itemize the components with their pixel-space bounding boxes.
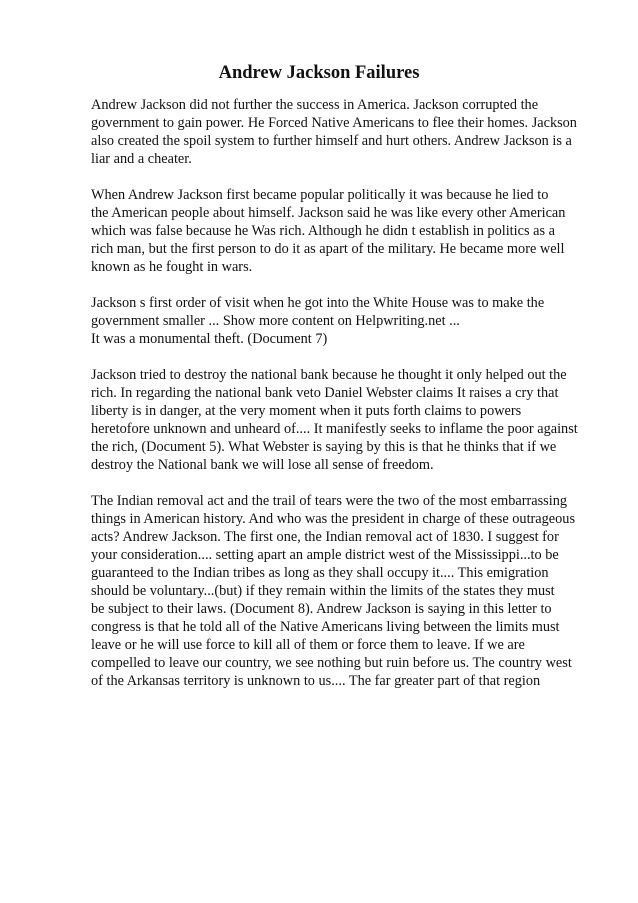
text-line: congress is that he told all of the Native Americans living between the limits must (91, 619, 560, 635)
text-line: liar and a cheater. (91, 151, 192, 167)
text-line: be subject to their laws. (Document 8). Andrew Jackson is saying in this letter to (91, 601, 552, 617)
text-line: It was a monumental theft. (Document 7) (91, 331, 328, 347)
text-line: known as he fought in wars. (91, 259, 253, 275)
text-line: guaranteed to the Indian tribes as long as they shall occupy it.... This emigration (91, 565, 549, 581)
text-line: liberty is in danger, at the very moment when it puts forth claims to powers (91, 403, 522, 419)
text-line: should be voluntary...(but) if they remain within the limits of the states they must (91, 583, 555, 599)
text-line: Andrew Jackson did not further the success in America. Jackson corrupted the (91, 97, 539, 113)
text-line: leave or he will use force to kill all of them or force them to leave. If we are (91, 637, 525, 653)
paragraph-2 (91, 186, 591, 276)
text-line: government smaller ... Show more content on Helpwriting.net ... (91, 313, 460, 329)
text-line: the rich, (Document 5). What Webster is saying by this is that he thinks that if we (91, 439, 557, 455)
document-body (91, 96, 591, 708)
text-line: When Andrew Jackson first became popular politically it was because he lied to (91, 187, 549, 203)
text-line: destroy the National bank we will lose all sense of freedom. (91, 457, 434, 473)
paragraph-1 (91, 96, 591, 168)
text-line: government to gain power. He Forced Native Americans to flee their homes. Jackson (91, 115, 577, 131)
text-line: rich man, but the first person to do it as apart of the military. He became more well (91, 241, 565, 257)
document-title: Andrew Jackson Failures (218, 63, 420, 83)
text-line: the American people about himself. Jackson said he was like every other American (91, 205, 566, 221)
text-line: also created the spoil system to further himself and hurt others. Andrew Jackson is a (91, 133, 572, 149)
paragraph-5 (91, 492, 591, 690)
text-line: Jackson s first order of visit when he got into the White House was to make the (91, 295, 545, 311)
text-line: rich. In regarding the national bank veto Daniel Webster claims It raises a cry that (91, 385, 559, 401)
text-line: Jackson tried to destroy the national bank because he thought it only helped out the (91, 367, 567, 383)
text-line: The Indian removal act and the trail of tears were the two of the most embarrassing (91, 493, 567, 509)
paragraph-4 (91, 366, 591, 474)
text-line: things in American history. And who was the president in charge of these outrageous (91, 511, 576, 527)
text-line: compelled to leave our country, we see nothing but ruin before us. The country west (91, 655, 572, 671)
paragraph-3 (91, 294, 591, 348)
text-line: your consideration.... setting apart an ample district west of the Mississippi...to be (91, 547, 559, 563)
text-line: heretofore unknown and unheard of.... It manifestly seeks to inflame the poor against (91, 421, 578, 437)
text-line: acts? Andrew Jackson. The first one, the Indian removal act of 1830. I suggest for (91, 529, 559, 545)
text-line: which was false because he Was rich. Although he didn t establish in politics as a (91, 223, 555, 239)
text-line: of the Arkansas territory is unknown to us.... The far greater part of that region (91, 673, 541, 689)
